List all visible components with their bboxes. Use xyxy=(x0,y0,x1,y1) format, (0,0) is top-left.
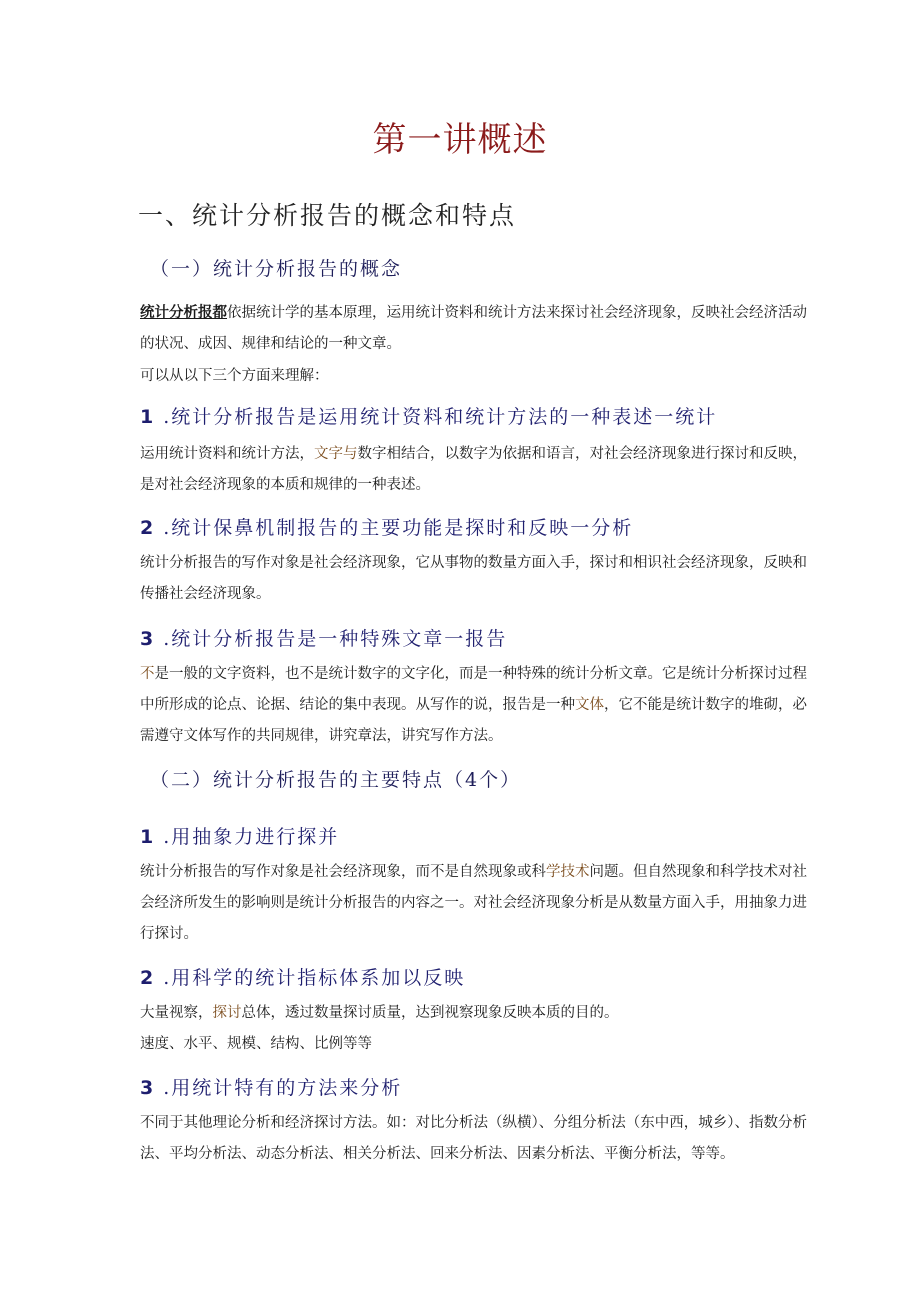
point-title: .用抽象力进行探并 xyxy=(163,826,340,848)
definition-term: 统计分析报都 xyxy=(140,304,227,321)
feature-heading-3 xyxy=(140,1073,402,1100)
text-run: 总体，透过数量探讨质量，达到视察现象反映本质的目的。 xyxy=(241,1005,619,1021)
point-title: .统计分析报告是运用统计资料和统计方法的一种表述一统计 xyxy=(163,406,718,428)
feature-heading-2 xyxy=(140,963,465,990)
definition-paragraph xyxy=(140,297,812,360)
subsection-heading-concept: （一）统计分析报告的概念 xyxy=(150,258,403,280)
point-number: 1 xyxy=(140,406,156,428)
point-number: 1 xyxy=(140,826,156,848)
point-heading-1 xyxy=(140,402,717,429)
definition-text: 依据统计学的基本原理，运用统计资料和统计方法来探讨社会经济现象，反映社会经济活动的状况、成因、规律和结论的一种文章。 xyxy=(140,305,807,352)
highlight-run: 探讨 xyxy=(212,1005,242,1021)
point-number: 3 xyxy=(140,628,156,650)
point-title: .统计保鼻机制报告的主要功能是探时和反映一分析 xyxy=(163,517,634,539)
feature-paragraph-2-list: 速度、水平、规模、结构、比例等等 xyxy=(140,1036,372,1052)
point-paragraph-2: 统计分析报告的写作对象是社会经济现象，它从事物的数量方面入手，探讨和相识社会经济现象，反映和传播社会经济现象。 xyxy=(140,555,807,602)
highlight-run: 不 xyxy=(140,666,155,682)
highlight-run: 学技术 xyxy=(546,864,590,880)
point-number: 3 xyxy=(140,1077,156,1099)
text-run: 运用统计资料和统计方法， xyxy=(140,446,314,462)
text-run: 问题。但自然现象和科学技术对社会经济所发生的影响则是统计分析报告的内容之一。对社会经济现象分析是从数量方面入手，用抽象力进行探讨。 xyxy=(140,864,807,942)
highlight-run: 文字与 xyxy=(314,446,358,462)
point-number: 2 xyxy=(140,967,156,989)
intro-paragraph: 可以从以下三个方面来理解： xyxy=(140,368,329,384)
text-run: 数字相结合，以数字为依据和语言，对社会经济现象进行探讨和反映，是对社会经济现象的本质和规律的一种表述。 xyxy=(140,446,807,493)
point-title: .用科学的统计指标体系加以反映 xyxy=(163,967,466,989)
feature-paragraph-3: 不同于其他理论分析和经济探讨方法。如：对比分析法（纵横）、分组分析法（东中西，城乡）、指数分析法、平均分析法、动态分析法、相关分析法、回来分析法、因素分析法、平衡分析法，等等。 xyxy=(140,1115,807,1162)
text-run: 大量视察， xyxy=(140,1005,213,1021)
page-title: 第一讲概述 xyxy=(372,120,548,160)
point-number: 2 xyxy=(140,517,156,539)
point-heading-3 xyxy=(140,624,507,651)
feature-heading-1 xyxy=(140,822,339,849)
subsection-heading-features: （二）统计分析报告的主要特点（4个） xyxy=(150,769,522,791)
point-title: .用统计特有的方法来分析 xyxy=(163,1077,403,1099)
point-paragraph-1 xyxy=(140,439,812,501)
text-run: 是一般的文字资料，也不是统计数字的文字化，而是一种特殊的统计分析文章。它是统计分析探讨过程中所形成的论点、论据、结论的集中表现。从写作的说，报告是一种 xyxy=(140,666,807,713)
point-paragraph-3 xyxy=(140,659,812,752)
text-run: 统计分析报告的写作对象是社会经济现象，而不是自然现象或科 xyxy=(140,864,546,880)
feature-paragraph-1 xyxy=(140,857,812,950)
highlight-run: 文体 xyxy=(575,697,604,713)
section-heading-1: 一、统计分析报告的概念和特点 xyxy=(138,201,517,230)
point-heading-2 xyxy=(140,513,633,540)
point-title: .统计分析报告是一种特殊文章一报告 xyxy=(163,628,508,650)
feature-paragraph-2 xyxy=(140,998,812,1029)
text-run: ，它不能是统计数字的堆砌，必需遵守文体写作的共同规律，讲究章法，讲究写作方法。 xyxy=(140,697,807,744)
